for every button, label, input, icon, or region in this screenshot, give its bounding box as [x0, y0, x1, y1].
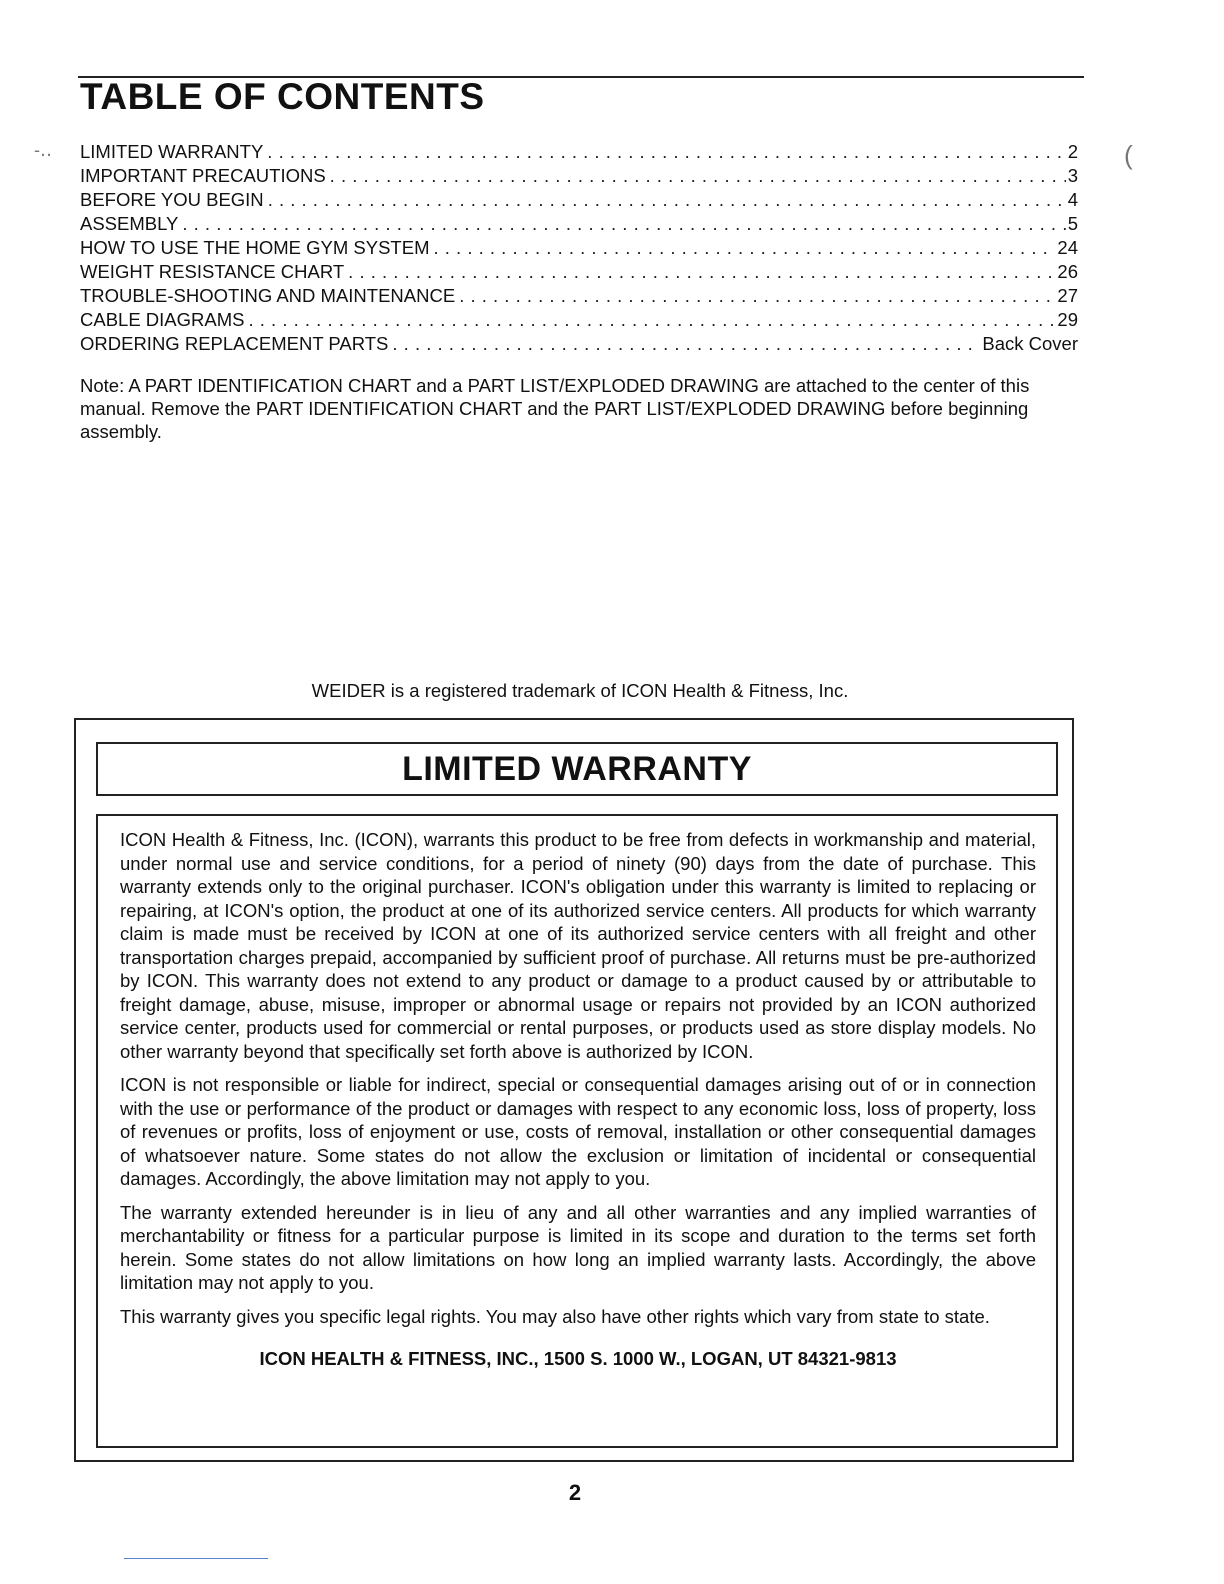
margin-scribble: -‥: [34, 140, 53, 160]
toc-entry-page: 26: [1057, 261, 1078, 282]
toc-dot-leader: [330, 164, 1066, 188]
toc-dot-leader: [392, 332, 980, 356]
toc-entry-page: 27: [1057, 285, 1078, 306]
toc-entry-label: WEIGHT RESISTANCE CHART: [80, 261, 345, 282]
bottom-rule: [124, 1558, 268, 1559]
toc-entry-label: IMPORTANT PRECAUTIONS: [80, 165, 326, 186]
toc-dot-leader: [182, 212, 1065, 236]
toc-entry-page: 5: [1067, 213, 1078, 234]
toc-entry[interactable]: [80, 140, 1078, 164]
toc-entry-label: CABLE DIAGRAMS: [80, 309, 245, 330]
warranty-paragraph: This warranty gives you specific legal rights. You may also have other rights which vary from state to state.: [120, 1305, 990, 1327]
warranty-header-box: [96, 742, 1058, 796]
toc-entry-label: TROUBLE-SHOOTING AND MAINTENANCE: [80, 285, 456, 306]
toc-entry[interactable]: [80, 212, 1078, 236]
toc-entry[interactable]: [80, 308, 1078, 332]
toc-entry[interactable]: [80, 332, 1078, 356]
toc-entry[interactable]: [80, 236, 1078, 260]
warranty-paragraph: ICON Health & Fitness, Inc. (ICON), warrants this product to be free from defects in workmanship and material, under normal use and service conditions, for a period of ninety (90) days from the date of purchase. This warranty extends only to the original purchaser. ICON's obligation under this warranty is limited to replacing or repairing, at ICON's option, the product at one of its authorized service centers. All products for which warranty claim is made must be received by ICON at one of its authorized service centers with all freight and other transportation charges prepaid, accompanied by sufficient proof of purchase. All returns must be pre-authorized by ICON. This warranty does not extend to any product or damage to a product caused by or attributable to freight damage, abuse, misuse, improper or abnormal usage or repairs not provided by an ICON authorized service center, products used for commercial or rental purposes, or products used as store display models. No other warranty beyond that specifically set forth above is authorized by ICON.: [120, 829, 1036, 1062]
toc-entry-label: ASSEMBLY: [80, 213, 179, 234]
toc-entry-page: 4: [1067, 189, 1078, 210]
company-address: ICON HEALTH & FITNESS, INC., 1500 S. 1000 W., LOGAN, UT 84321-9813: [259, 1348, 897, 1369]
toc-entry-page: 24: [1057, 237, 1078, 258]
toc-entry-page: 2: [1067, 141, 1078, 162]
warranty-paragraph: ICON is not responsible or liable for indirect, special or consequential damages arising out of or in connection with the use or performance of the product or damages with respect to any economic loss, loss of property, loss of revenues or profits, loss of enjoyment or use, costs of removal, installation or other consequential damages of whatsoever nature. Some states do not allow the exclusion or limitation of incidental or consequential damages. Accordingly, the above limitation may not apply to you.: [120, 1074, 1036, 1189]
toc-dot-leader: [268, 188, 1066, 212]
toc-note: Note: A PART IDENTIFICATION CHART and a PART LIST/EXPLODED DRAWING are attached to the center of this manual. Remove the PART IDENTIFICATION CHART and the PART LIST/EXPLODED DRAWING before beginning assembly.: [80, 375, 1030, 442]
page-number: 2: [568, 1480, 582, 1505]
toc-title: TABLE OF CONTENTS: [80, 76, 485, 117]
toc-dot-leader: [348, 260, 1055, 284]
toc-entry[interactable]: [80, 284, 1078, 308]
toc-entry-page: 29: [1057, 309, 1078, 330]
margin-scribble: (: [1124, 140, 1133, 170]
toc-entry[interactable]: [80, 164, 1078, 188]
warranty-box: [74, 718, 1074, 1462]
toc-entry[interactable]: [80, 188, 1078, 212]
toc-entry-page: 3: [1067, 165, 1078, 186]
toc-entry-label: HOW TO USE THE HOME GYM SYSTEM: [80, 237, 430, 258]
warranty-body: [96, 814, 1058, 1448]
toc-entry-label: ORDERING REPLACEMENT PARTS: [80, 333, 389, 354]
toc-list: [80, 140, 1078, 356]
warranty-paragraph: The warranty extended hereunder is in lieu of any and all other warranties and any implied warranties of merchantability or fitness for a particular purpose is limited in its scope and duration to the terms set forth herein. Some states do not allow limitations on how long an implied warranty lasts. Accordingly, the above limitation may not apply to you.: [120, 1201, 1036, 1293]
toc-entry[interactable]: [80, 260, 1078, 284]
toc-dot-leader: [434, 236, 1056, 260]
trademark-notice: WEIDER is a registered trademark of ICON Health & Fitness, Inc.: [311, 680, 849, 701]
toc-dot-leader: [249, 308, 1056, 332]
toc-entry-page: Back Cover: [982, 333, 1078, 354]
toc-dot-leader: [459, 284, 1055, 308]
toc-entry-label: BEFORE YOU BEGIN: [80, 189, 264, 210]
toc-entry-label: LIMITED WARRANTY: [80, 141, 264, 162]
toc-dot-leader: [267, 140, 1065, 164]
warranty-title: LIMITED WARRANTY: [402, 750, 752, 788]
